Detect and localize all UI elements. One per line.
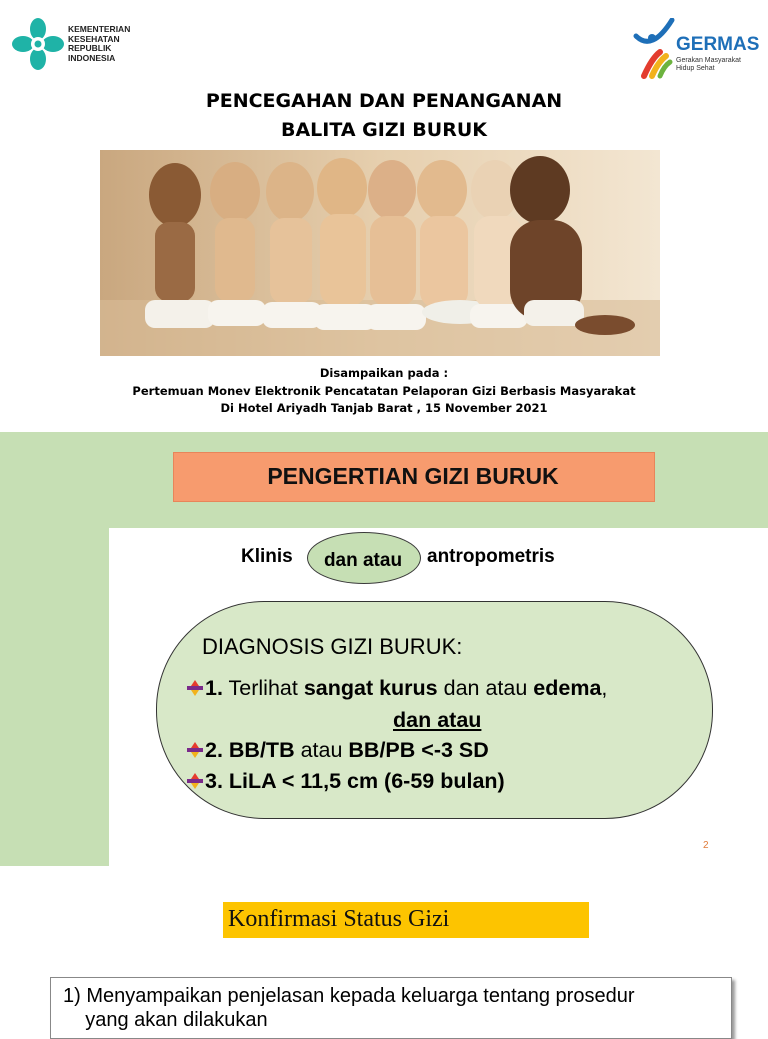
arrow-bullet-icon	[186, 772, 204, 790]
diagnosis-item-2: 2. BB/TB atau BB/PB <-3 SD	[186, 738, 489, 763]
diagnosis-item-1-continuation: dan atau	[393, 708, 482, 732]
germas-brand: GERMAS	[676, 34, 760, 55]
diagnosis-item-3: 3. LiLA < 11,5 cm (6-59 bulan)	[186, 769, 505, 794]
arrow-bullet-icon	[186, 741, 204, 759]
germas-figure-icon	[630, 18, 678, 80]
antropometris-label: antropometris	[427, 546, 555, 567]
child-figures	[145, 156, 635, 335]
diagnosis-item-1: 1. Terlihat sangat kurus dan atau edema,	[186, 676, 607, 701]
klinis-label: Klinis	[241, 546, 293, 567]
procedure-list	[63, 984, 723, 1032]
kemenkes-logo-text: KEMENTERIAN KESEHATAN REPUBLIK INDONESIA	[68, 24, 131, 63]
heading-title: PENGERTIAN GIZI BURUK	[267, 463, 559, 489]
arrow-bullet-icon	[186, 679, 204, 697]
germas-logo	[630, 18, 760, 80]
malnourished-children-photo	[100, 150, 660, 356]
dan-atau-label: dan atau	[323, 550, 403, 571]
diagnosis-title: DIAGNOSIS GIZI BURUK:	[202, 634, 463, 659]
cover-title-line1: PENCEGAHAN DAN PENANGANAN	[205, 90, 563, 112]
confirmation-title: Konfirmasi Status Gizi	[228, 906, 450, 932]
procedure-item-1-continuation: yang akan dilakukan	[63, 1009, 268, 1031]
kemenkes-logo-icon	[12, 18, 64, 70]
page-number: 2	[703, 840, 709, 851]
credits-line1: Disampaikan pada :	[319, 366, 449, 380]
credits-line2: Pertemuan Monev Elektronik Pencatatan Pelaporan Gizi Berbasis Masyarakat	[132, 384, 636, 398]
procedure-item-1: 1) Menyampaikan penjelasan kepada keluarga tentang prosedur	[63, 985, 635, 1007]
germas-tagline: Gerakan Masyarakat Hidup Sehat	[676, 57, 741, 72]
credits-line3: Di Hotel Ariyadh Tanjab Barat , 15 November 2021	[220, 401, 548, 415]
cover-title-line2: BALITA GIZI BURUK	[281, 119, 487, 141]
